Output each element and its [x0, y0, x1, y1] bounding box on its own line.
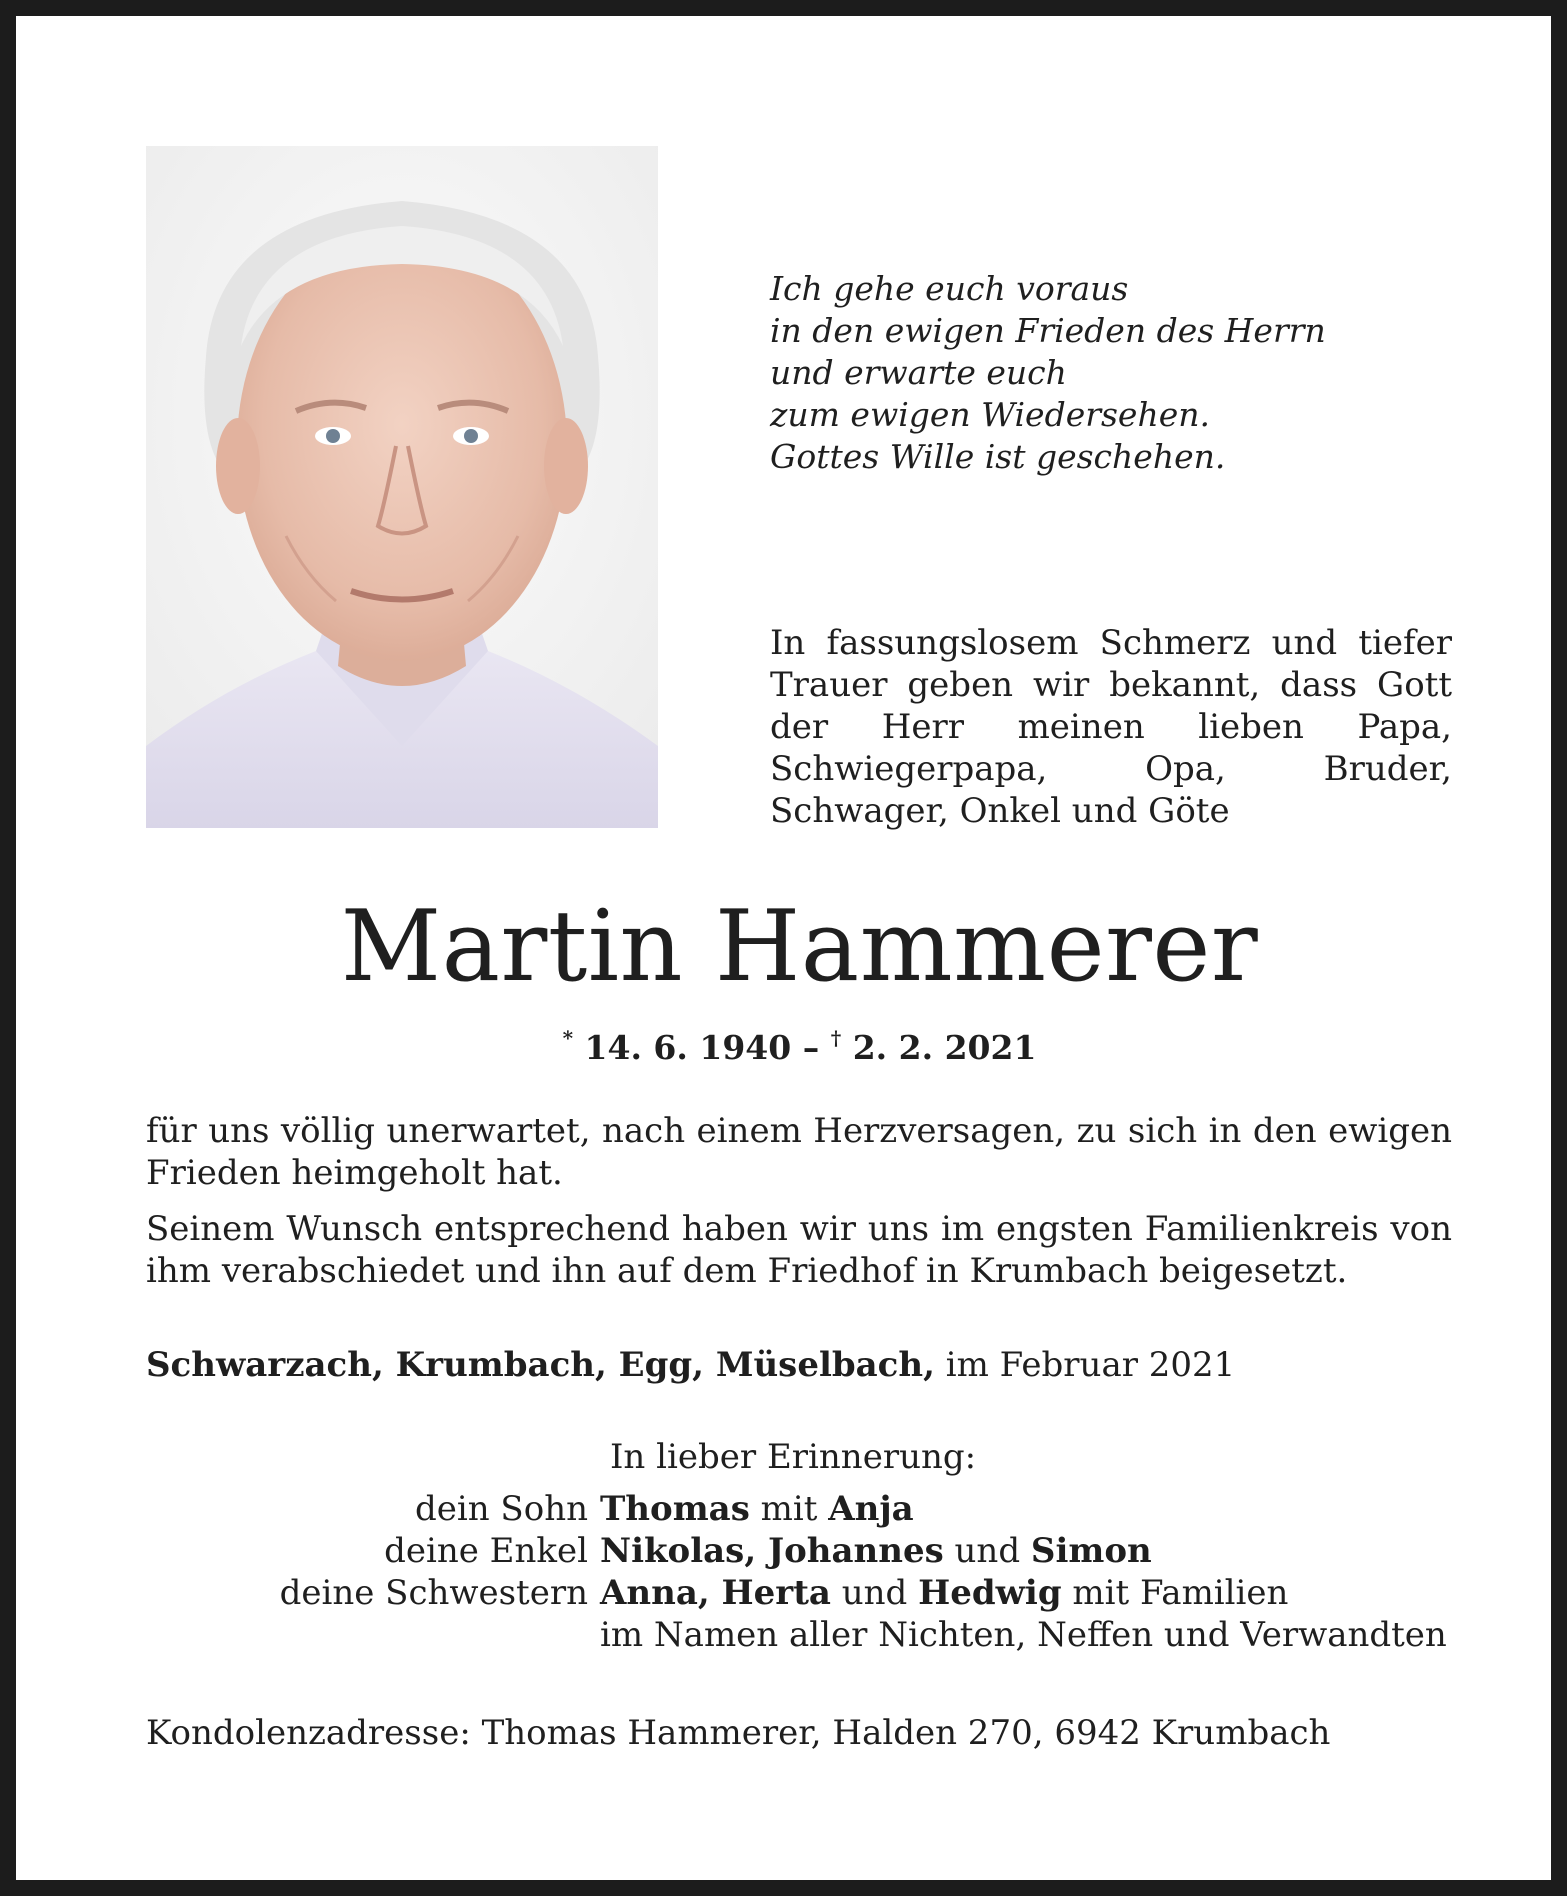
- poem-line: Gottes Wille ist geschehen.: [770, 437, 1226, 476]
- poem-line: zum ewigen Wiedersehen.: [770, 395, 1210, 434]
- month-year: im Februar 2021: [945, 1345, 1236, 1385]
- life-dates: [16, 1018, 1567, 1068]
- poem-line: und erwarte euch: [770, 353, 1067, 392]
- family-row: [146, 1572, 1466, 1614]
- poem: [770, 268, 1470, 478]
- family-names: Nikolas, Johannes: [600, 1531, 944, 1571]
- birth-date: 14. 6. 1940: [584, 1028, 792, 1067]
- family-relation: deine Enkel: [384, 1531, 588, 1571]
- family-list: [146, 1488, 1466, 1656]
- birth-symbol: *: [562, 1026, 574, 1050]
- condolence-address: Kondolenzadresse: Thomas Hammerer, Halden 270, 6942 Krumbach: [146, 1713, 1331, 1753]
- family-connector: und: [943, 1531, 1031, 1571]
- family-row: [146, 1530, 1466, 1572]
- family-relation: [146, 1614, 600, 1656]
- place-names: Schwarzach, Krumbach, Egg, Müselbach,: [146, 1345, 935, 1385]
- family-relation: deine Schwestern: [279, 1573, 588, 1613]
- family-row: [146, 1488, 1466, 1530]
- places-date-line: [146, 1344, 1452, 1386]
- family-relation: dein Sohn: [414, 1489, 588, 1529]
- portrait-photo: [146, 146, 658, 828]
- memory-label: In lieber Erinnerung:: [610, 1437, 977, 1477]
- poem-line: in den ewigen Frieden des Herrn: [770, 311, 1326, 350]
- family-row: [146, 1614, 1466, 1656]
- intro-text: In fassungslosem Schmerz und tiefer Trauer geben wir bekannt, dass Gott der Herr meinen lieben Papa, Schwiegerpapa, Opa, Bruder, Schwager, Onkel und Göte: [770, 623, 1452, 831]
- family-names: Anna, Herta: [600, 1573, 831, 1613]
- family-names: Anja: [828, 1489, 914, 1529]
- death-date: 2. 2. 2021: [852, 1028, 1037, 1067]
- paragraph-burial: Seinem Wunsch entsprechend haben wir uns im engsten Familienkreis von ihm verabschiedet und ihn auf dem Friedhof in Krumbach beigesetzt.: [146, 1209, 1452, 1291]
- family-connector: mit Familien: [1061, 1573, 1289, 1613]
- family-connector: mit: [749, 1489, 829, 1529]
- family-names: Hedwig: [918, 1573, 1062, 1613]
- family-names: Thomas: [600, 1489, 750, 1529]
- paragraph-announcement: für uns völlig unerwartet, nach einem Herzversagen, zu sich in den ewigen Frieden heimgeholt hat.: [146, 1111, 1452, 1193]
- deceased-name: Martin Hammerer: [340, 890, 1259, 1004]
- family-connector: im Namen aller Nichten, Neffen und Verwandten: [600, 1615, 1447, 1655]
- poem-line: Ich gehe euch voraus: [770, 269, 1129, 308]
- date-separator: –: [802, 1028, 820, 1067]
- family-names: Simon: [1030, 1531, 1152, 1571]
- family-connector: und: [830, 1573, 919, 1613]
- death-symbol: †: [830, 1026, 842, 1050]
